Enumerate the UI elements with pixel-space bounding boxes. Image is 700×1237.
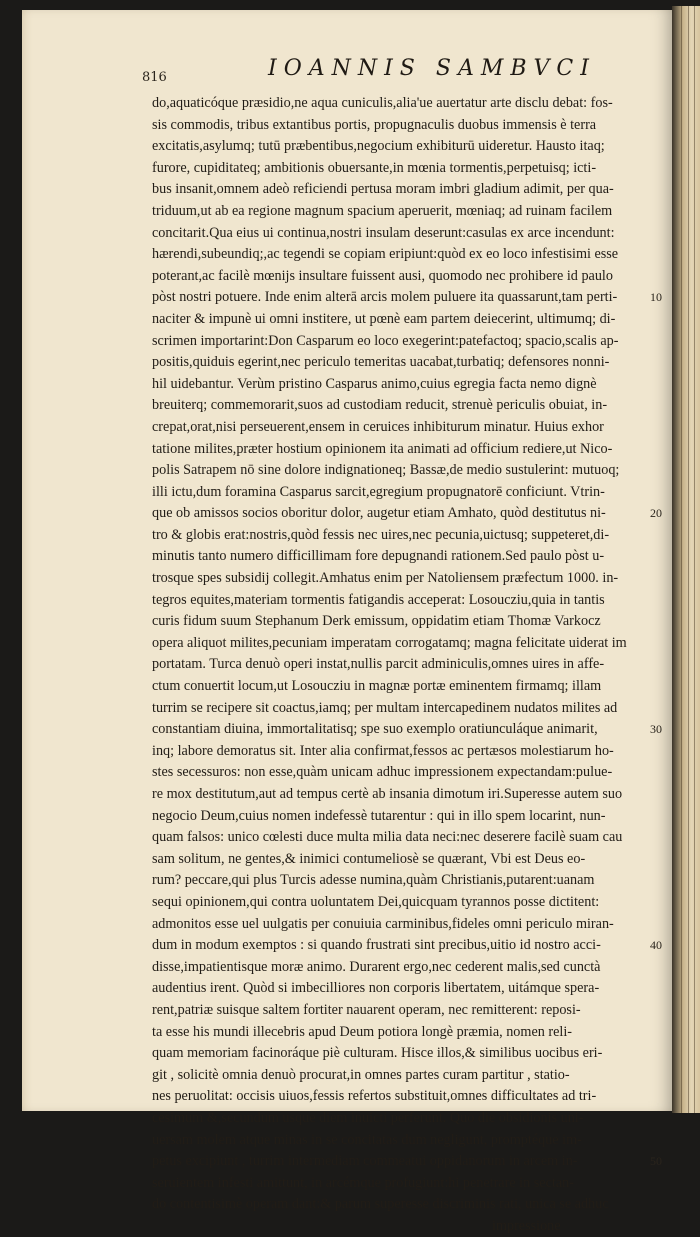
text-line: minutis tanto numero difficillimam fore depugnandi rationem.Sed paulo pòst u- [152,548,605,565]
text-line: tatione milites,præter hostium opinionem ita animati ad officium rediere,ut Nico- [152,440,613,457]
text-line: stes secessuros: non esse,quàm unicam adhuc impressionem expectandam:pulue- [152,764,613,781]
text-line: admonitos esse uel uulgatis per conuiuia carminibus,fideles omni periculo miran- [152,915,614,932]
text-line: uersam molem atque minas in se concitatas dum negligunt, promptéque im- [152,1131,582,1148]
text-line: disse,impatientisque moræ animo. Durarent ergo,nec cederent malis,sed cunctà [152,958,601,975]
text-line: ctum conuertit locum,ut Losoucziu in magnæ portæ eminentem firmamq; illam [152,678,602,695]
margin-line-number: 30 [650,722,662,737]
text-line: sis commodis, tribus extantibus portis, propugnaculis duobus immensis è terra [152,116,597,133]
text-line: concitarit.Qua eius ui continua,nostri insulam deserunt:casulas ex arce incendunt: [152,224,615,241]
text-line: git , solicitè omnia denuò procurat,in omnes partes curam partitur , statio- [152,1066,570,1083]
text-line: quam falsos: unico cœlesti duce multa milia data neci:nec deserere facilè suam cau [152,829,623,846]
text-line: quam memoriam facinoráque piè culturam. Hisce illos,& similibus uocibus eri- [152,1045,603,1062]
text-line: hil uidebantur. Verùm pristino Casparus animo,cuius egregia facta nemo dignè [152,375,597,392]
text-line: curis fidum suum Stephanum Derk emissum, oppidatim etiam Thomæ Varkocz [152,613,601,630]
text-line: poterant,ac facilè mœnijs insultare fuissent ausi, quomodo nec prohibere id paulo [152,267,613,284]
text-line: naciter & impunè ui omni institere, ut pœnè eam partem deiecerint, ultimumq; di- [152,310,616,327]
text-line: bus insanit,omnem adeò reficiendi pertusa moram imbri gladium adimit, per qua- [152,181,614,198]
text-line: illi ictu,dum foramina Casparus sarcit,egregium propugnatorē conficiunt. Vtrin- [152,483,605,500]
text-line: impressione [492,1217,561,1234]
text-line: dum in modum exemptos : si quando frustrati sint precibus,uitio id nostro acci- [152,937,601,954]
text-line: do contentisimè operam dant:& parum superesse discriminis rati, unica se adhuc [152,1196,609,1213]
text-line: turrim se recipere sit coactus,iamq; per multam intercapedinem nudatos milites ad [152,699,618,716]
margin-line-number: 10 [650,290,662,305]
text-line: pòst nostri potuere. Inde enim alterā arcis molem puluere ita quassarunt,tam perti- [152,289,618,306]
text-line: breuiterq; commemorarit,suos ad custodiam reducit, strenuè periculis obuiat, in- [152,397,608,414]
text-line: audentius irent. Quòd si imbecilliores non corporis libertatem, uitámque spera- [152,980,600,997]
running-head: IOANNIS SAMBVCI [268,56,596,81]
text-line: rent,patriæ suisque saltem fortiter nauarent operam, nec remitterent: reposi- [152,1001,581,1018]
text-line: inq; labore demoratus sit. Inter alia confirmat,fessos ac pertæsos molestiarum ho- [152,742,614,759]
text-line: do,aquaticóque præsidio,ne aqua cuniculis,alia'ue auertatur arte disclu debat: fos- [152,95,613,111]
margin-line-number: 40 [650,938,662,953]
text-line: opera aliquot milites,pecuniam imperatam corrogatamq; magna felicitate uiderat im [152,634,627,651]
text-line: petus excipiunt , turrim intermediam commeatui oppidanorum in arcem in- [152,1153,578,1170]
page-number: 816 [142,70,167,85]
margin-line-number: 50 [650,1154,662,1169]
text-line: excitatis,asylumq; tutū præbentibus,negocium exhibiturū uideretur. Hausto itaq; [152,138,605,155]
text-line: positis,quiduis egerint,nec periculo temeritas uacabat,turbatiq; defensores nonni- [152,354,610,371]
text-line: constantiam diuina, immortalitatisq; spe suo exemplo oratiunculáque animarit, [152,721,598,738]
text-line: re mox destitutum,aut ad tempus certè ab insania dimotum iri.Superesse autem suo [152,786,623,802]
text-line: que ob amissos socios oboritur dolor, augetur etiam Amhato, quòd destitutus ni- [152,505,606,522]
text-line: portatam. Turca denuò operi instat,nullis parcit adminiculis,omnes uires in affe- [152,656,605,673]
text-line: triduum,ut ab ea regione magnum spacium aperuerit, mœniaq; ad ruinam facilem [152,202,613,219]
text-line: sequi opinionem,qui contra uoluntatem Dei,quicquam tyrannos posse dictitent: [152,893,600,910]
text-line: tro & globis erat:nostris,quòd fessis nec uires,nec pecunia,uictusq; suppeteret,di- [152,526,610,543]
text-line: crepat,orat,nisi perseuerent,ensem in ceruices inhibiturum minatur. Huius exhor [152,418,604,435]
text-line: cesimum &,secundum usque diem inuicti perferunt. Quo die obsidionis uni- [152,1109,584,1126]
text-line: hærendi,subeundiq;,ac tegendi se copiam eripiunt:quòd ex eo loco infestisimi esse [152,246,619,263]
text-line: nes peruolitat: occisis uiuos,fessis refertos substituit,omnes difficultates ad tri- [152,1088,597,1105]
body-text [152,93,648,1237]
text-line: tegros equites,materiam tormentis fatigandis acceperat: Losoucziu,quia in tantis [152,591,605,608]
text-line: seruientem infesti amittunt, in arcémque profugiunt:hi penetrare in sectan- [152,1174,574,1191]
text-line: ta esse his mundi illecebris apud Deum potiora longè præmia, nomen reli- [152,1023,573,1040]
text-line: rum? peccare,qui plus Turcis adesse numina,quàm Christianis,putarent:uanam [152,872,595,889]
facing-page-edge [672,6,700,1113]
text-line: scrimen importarint:Don Casparum eo loco exegerint:patefactoq; spacio,scalis ap- [152,332,619,349]
text-line: negocio Deum,cuius nomen indefessè tutarentur : qui in illo spem locarint, nun- [152,807,606,824]
margin-line-number: 20 [650,506,662,521]
text-line: polis Satrapem nō sine dolore indignationeq; Bassæ,de medio sustulerint: mutuoq; [152,462,620,479]
text-line: sam solitum, ne gentes,& inimici contumeliosè se quærant, Vbi est Deus eo- [152,850,586,867]
text-line: trosque spes subsidij collegit.Amhatus enim per Natoliensem præfectum 1000. in- [152,570,619,587]
text-line: furore, cupiditateq; ambitionis obuersante,in mœnia tormentis,perpetuisq; icti- [152,159,597,176]
